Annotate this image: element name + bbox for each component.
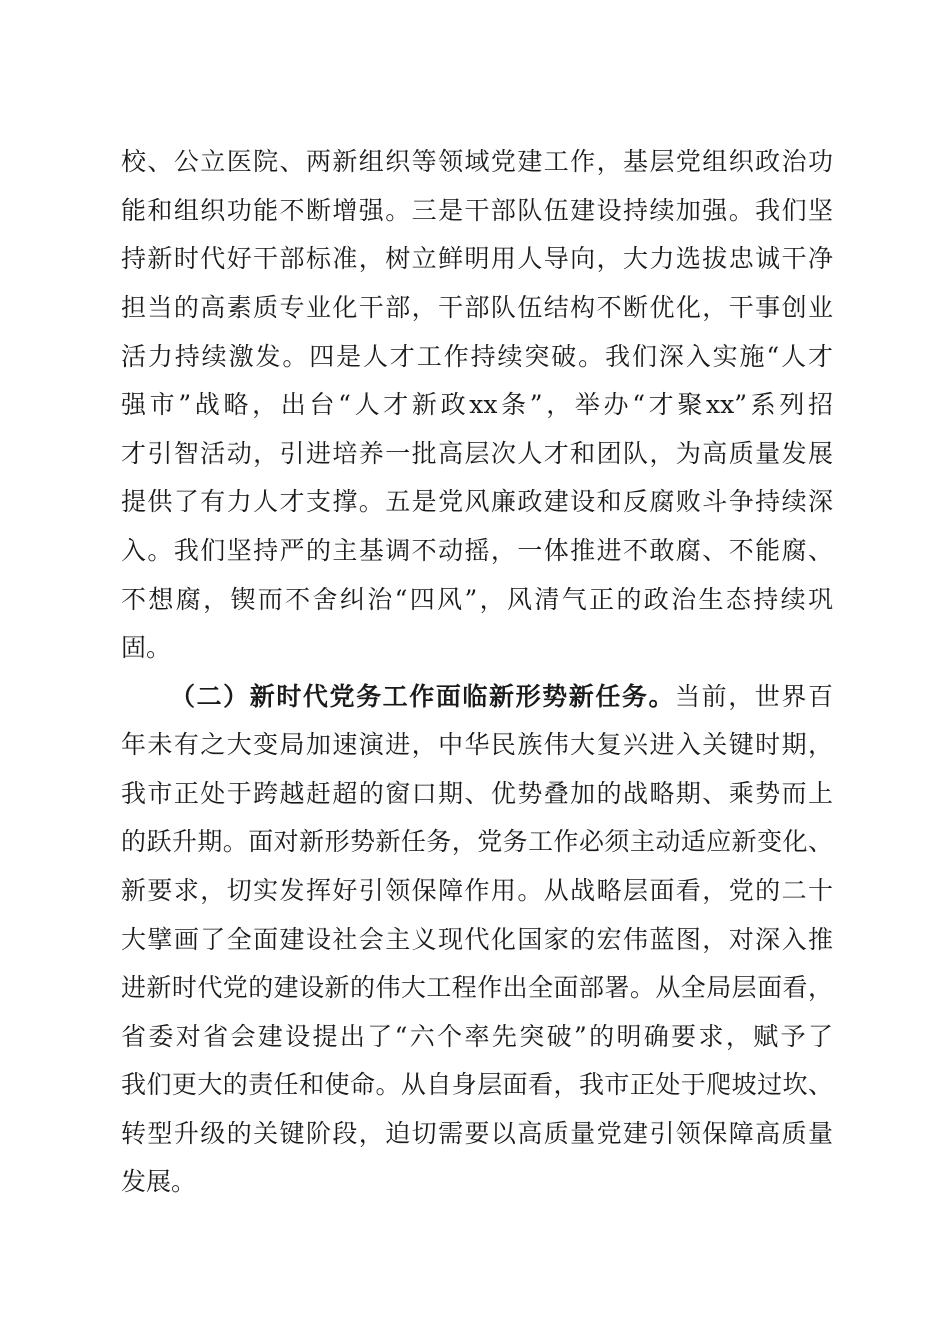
body-text-line: 转型升级的关键阶段，迫切需要以高质量党建引领保障高质量 bbox=[121, 1119, 833, 1148]
body-text-line: 活力持续激发。四是人才工作持续突破。我们深入实施“人才 bbox=[121, 342, 833, 371]
body-text-line: 能和组织功能不断增强。三是干部队伍建设持续加强。我们坚 bbox=[121, 196, 833, 225]
section-heading: （二）新时代党务工作面临新形势新任务。 bbox=[170, 682, 676, 711]
body-text-line: 我们更大的责任和使命。从自身层面看，我市正处于爬坡过坎、 bbox=[121, 1070, 833, 1099]
body-text-line: 的跃升期。面对新形势新任务，党务工作必须主动适应新变化、 bbox=[121, 827, 833, 856]
body-text-line: 入。我们坚持严的主基调不动摇，一体推进不敢腐、不能腐、 bbox=[121, 536, 833, 565]
body-text-line: 年未有之大变局加速演进，中华民族伟大复兴进入关键时期， bbox=[121, 730, 833, 759]
body-text-line: 省委对省会建设提出了“六个率先突破”的明确要求，赋予了 bbox=[121, 1022, 833, 1051]
body-text-line: 持新时代好干部标准，树立鲜明用人导向，大力选拔忠诚干净 bbox=[121, 244, 833, 273]
body-text-line: 发展。 bbox=[121, 1167, 197, 1196]
body-text-line: 进新时代党的建设新的伟大工程作出全面部署。从全局层面看， bbox=[121, 973, 833, 1002]
section-first-line-text: 当前，世界百 bbox=[675, 682, 833, 711]
body-text-line: 固。 bbox=[121, 633, 172, 662]
body-text-line: 强市”战略，出台“人才新政xx条”，举办“才聚xx”系列招 bbox=[121, 390, 833, 419]
body-text-line: 新要求，切实发挥好引领保障作用。从战略层面看，党的二十 bbox=[121, 876, 833, 905]
section-two-first-line bbox=[170, 675, 833, 719]
body-text-line: 提供了有力人才支撑。五是党风廉政建设和反腐败斗争持续深 bbox=[121, 487, 833, 516]
body-text-line: 我市正处于跨越赶超的窗口期、优势叠加的战略期、乘势而上 bbox=[121, 779, 833, 808]
body-text-line: 校、公立医院、两新组织等领域党建工作，基层党组织政治功 bbox=[121, 147, 833, 176]
body-text-line: 不想腐，锲而不舍纠治“四风”，风清气正的政治生态持续巩 bbox=[121, 585, 833, 614]
body-text-line: 才引智活动，引进培养一批高层次人才和团队，为高质量发展 bbox=[121, 439, 833, 468]
body-text-line: 担当的高素质专业化干部，干部队伍结构不断优化，干事创业 bbox=[121, 293, 833, 322]
body-text-line: 大擘画了全面建设社会主义现代化国家的宏伟蓝图，对深入推 bbox=[121, 925, 833, 954]
